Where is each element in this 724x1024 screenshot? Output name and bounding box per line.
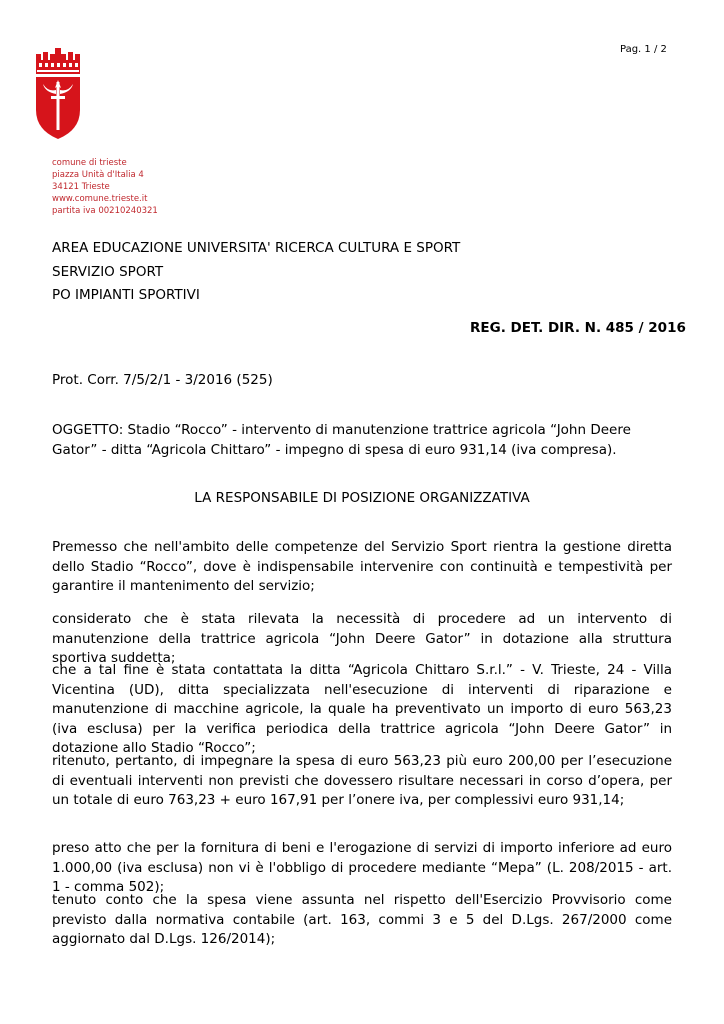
address-line: piazza Unità d'Italia 4	[52, 170, 144, 181]
page-number: Pag. 1 / 2	[620, 44, 667, 55]
body-paragraph: preso atto che per la fornitura di beni e l'erogazione di servizi di importo inferiore ad euro 1.000,00 (iva esclusa) non vi è l'obbligo di procedere mediante “Mepa” (L. 208/2015 - art. 1 - comma 502);	[52, 840, 672, 895]
address-line: comune di trieste	[52, 158, 127, 168]
address-vat: partita iva 00210240321	[52, 206, 158, 217]
body-paragraph: Premesso che nell'ambito delle competenze del Servizio Sport rientra la gestione diretta dello Stadio “Rocco”, dove è indispensabile intervenire con continuità e tempestività per garantire il mantenimento del servizio;	[52, 539, 672, 594]
header-service: SERVIZIO SPORT	[52, 263, 164, 280]
body-paragraph: che a tal fine è stata contattata la ditta “Agricola Chittaro S.r.l.” - V. Trieste, 24 - Villa Vicentina (UD), ditta specializzata nell'esecuzione di interventi di riparazione e manutenzione di macchine agricole, la quale ha preventivato un importo di euro 563,23 (iva esclusa) per la verifica periodica della trattrice agricola “John Deere Gator” in dotazione allo Stadio “Rocco”;	[52, 662, 672, 756]
body-paragraph: ritenuto, pertanto, di impegnare la spesa di euro 563,23 più euro 200,00 per l’esecuzione di eventuali interventi non previsti che dovessero risultare necessari in corso d’opera, per un totale di euro 763,23 + euro 167,91 per l’onere iva, per complessivi euro 931,14;	[52, 753, 672, 808]
trieste-crest-icon	[33, 48, 83, 140]
subject-paragraph: OGGETTO: Stadio “Rocco” - intervento di manutenzione trattrice agricola “John Deere Gator” - ditta “Agricola Chittaro” - impegno di spesa di euro 931,14 (iva compresa).	[52, 422, 631, 458]
registration-number: REG. DET. DIR. N. 485 / 2016	[470, 320, 686, 336]
address-line: 34121 Trieste	[52, 182, 110, 193]
header-office: PO IMPIANTI SPORTIVI	[52, 287, 200, 303]
address-website: www.comune.trieste.it	[52, 194, 148, 205]
municipality-address	[52, 157, 158, 217]
header-area: AREA EDUCAZIONE UNIVERSITA' RICERCA CULTURA E SPORT	[52, 240, 461, 256]
department-header	[52, 237, 460, 308]
body-paragraph: tenuto conto che la spesa viene assunta nel rispetto dell'Esercizio Provvisorio come previsto dalla normativa contabile (art. 163, commi 3 e 5 del D.Lgs. 267/2000 come aggiornato dal D.Lgs. 126/2014);	[52, 892, 672, 947]
section-heading: LA RESPONSABILE DI POSIZIONE ORGANIZZATIVA	[194, 490, 530, 506]
protocol-reference: Prot. Corr. 7/5/2/1 - 3/2016 (525)	[52, 372, 273, 388]
body-paragraph: considerato che è stata rilevata la necessità di procedere ad un intervento di manutenzione della trattrice agricola “John Deere Gator” in dotazione alla struttura sportiva suddetta;	[52, 611, 672, 666]
